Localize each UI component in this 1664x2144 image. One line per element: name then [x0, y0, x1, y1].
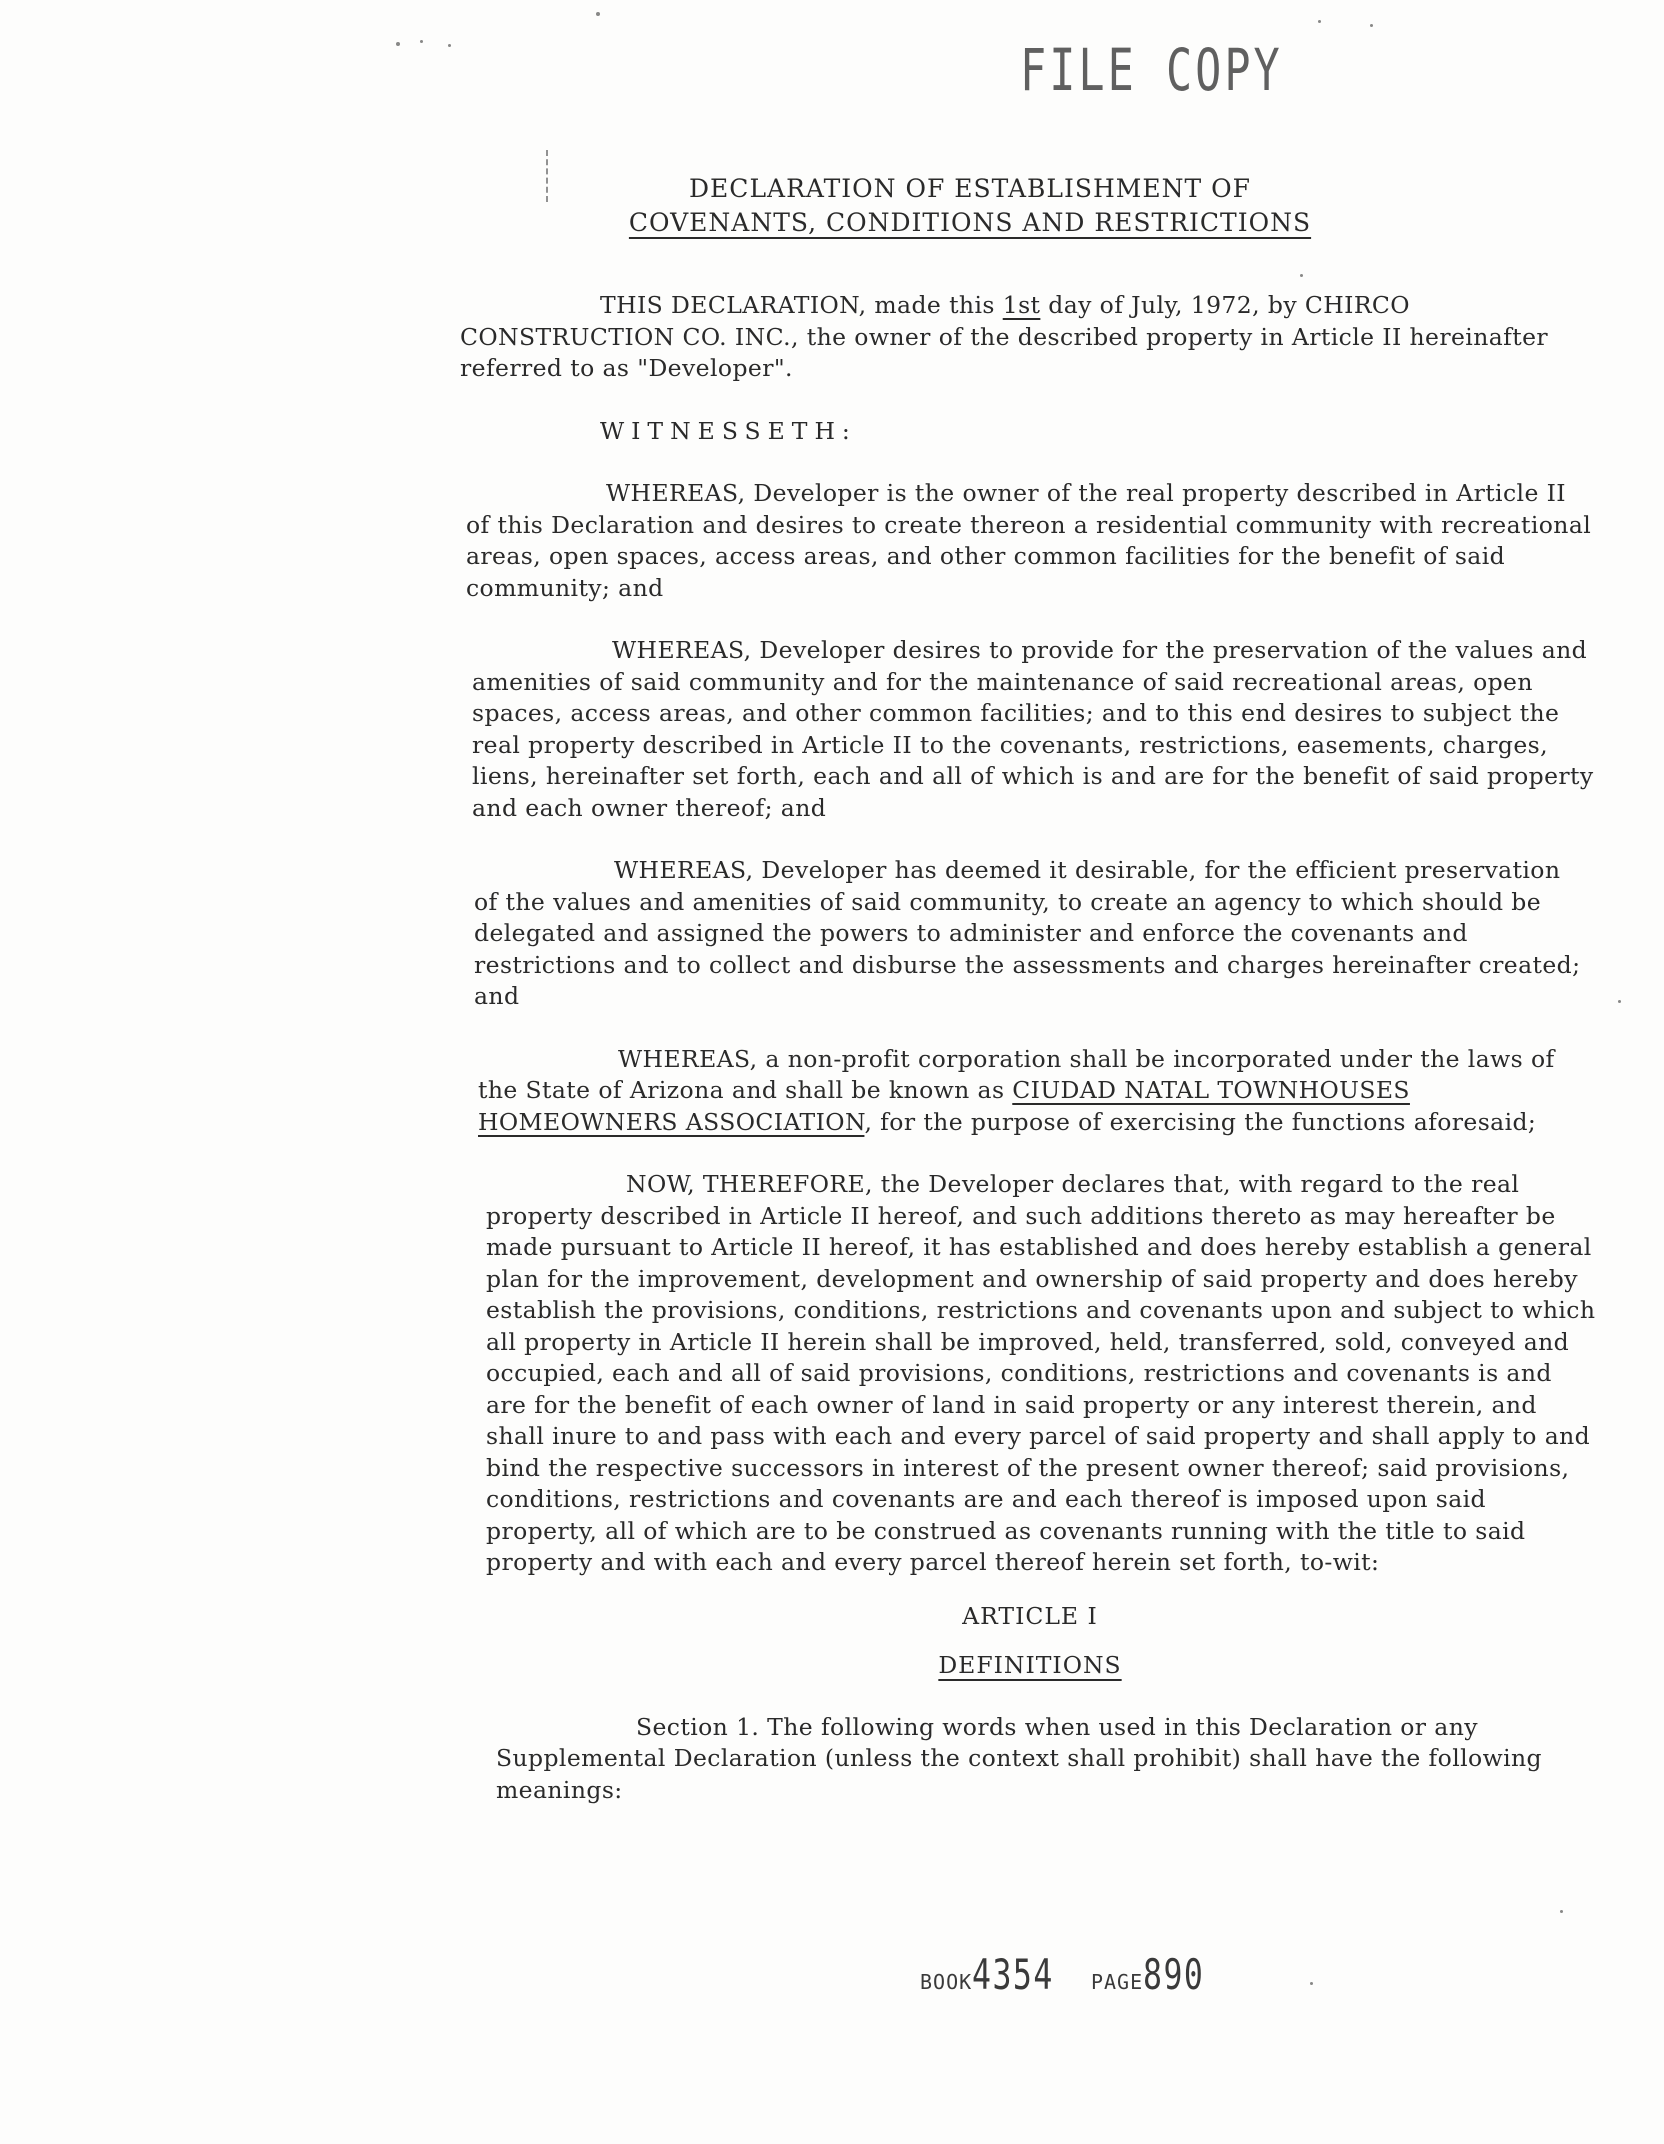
page-number: 890 — [1143, 1950, 1205, 1999]
whereas-paragraph-4 — [478, 1044, 1580, 1139]
whereas-paragraph-3: WHEREAS, Developer has deemed it desirable, for the efficient preservation of the values and amenities of said community, to create an agency to which should be delegated and assigned the powers to administer and enforce the covenants and restrictions and to collect and disburse the assessments and charges hereinafter created; and — [474, 856, 1581, 1010]
title-line-2: COVENANTS, CONDITIONS AND RESTRICTIONS — [628, 208, 1312, 237]
scan-speck — [1370, 24, 1373, 27]
margin-mark — [546, 150, 550, 202]
scan-speck — [448, 44, 451, 47]
file-copy-stamp: FILE COPY — [1020, 36, 1283, 104]
whereas-paragraph-2: WHEREAS, Developer desires to provide for the preservation of the values and amenities of said community and for the maintenance of said recreational areas, open spaces, access areas, and other common facilities; and to this end desires to subject the real property described in Article II to the covenants, restrictions, easements, charges, liens, hereinafter set forth, each and all of which is and are for the benefit of said property and each owner thereof; and — [472, 636, 1594, 822]
page-label: PAGE — [1090, 1970, 1144, 1994]
document-body — [460, 290, 1600, 1837]
scan-speck — [1318, 20, 1321, 23]
intro-day-blank: 1st — [1002, 291, 1041, 319]
section-1-paragraph: Section 1. The following words when used in this Declaration or any Supplemental Declaration (unless the context shall prohibit) shall have the following meanings: — [496, 1712, 1542, 1804]
scan-speck — [1300, 274, 1303, 277]
whereas-paragraph-1: WHEREAS, Developer is the owner of the real property described in Article II of this Declaration and desires to create thereon a residential community with recreational areas, open spaces, access areas, and other common facilities for the benefit of said community; and — [466, 479, 1592, 602]
scan-speck — [420, 40, 423, 43]
scan-speck — [1310, 1982, 1313, 1985]
scan-speck — [1618, 1000, 1621, 1003]
book-number: 4354 — [972, 1950, 1055, 1999]
definitions-heading: DEFINITIONS — [938, 1651, 1122, 1679]
scan-speck — [596, 12, 600, 16]
document-title — [560, 172, 1380, 240]
intro-paragraph — [460, 290, 1600, 385]
intro-text-end: day of July, 1972, by CHIRCO CONSTRUCTION CO. INC., the owner of the described property in Article II hereinafter referred to as "Developer". — [460, 291, 1549, 382]
whereas-4-end: , for the purpose of exercising the functions aforesaid; — [864, 1107, 1537, 1136]
title-line-1: DECLARATION OF ESTABLISHMENT OF — [689, 174, 1251, 203]
scan-speck — [1560, 1910, 1563, 1913]
intro-text-start: THIS DECLARATION, made this — [600, 291, 1003, 319]
book-page-stamp — [920, 1950, 1225, 1999]
now-therefore-paragraph: NOW, THEREFORE, the Developer declares that, with regard to the real property described in Article II hereof, and such additions thereto as may hereafter be made pursuant to Article II hereof, it has established and does hereby establish a general plan for the improvement, development and ownership of said property and does hereby establish the provisions, conditions, restrictions and covenants upon and subject to which all property in Article II herein shall be improved, held, transferred, sold, conveyed and occupied, each and all of said provisions, conditions, restrictions and covenants is and are for the benefit of each owner of land in said property or any interest therein, and shall inure to and pass with each and every parcel of said property and shall apply to and bind the respective successors in interest of the present owner thereof; said provisions, conditions, restrictions and covenants are and each thereof is imposed upon said property, all of which are to be construed as covenants running with the title to said property and with each and every parcel thereof herein set forth, to-wit: — [486, 1170, 1596, 1576]
article-heading: ARTICLE I — [962, 1601, 1098, 1630]
witnesseth-heading: WITNESSETH: — [600, 416, 857, 445]
whereas-4-start: WHEREAS, a non-profit corporation shall be incorporated under the laws of the State of Arizona and shall be known as — [478, 1044, 1555, 1104]
book-label: BOOK — [920, 1970, 973, 1994]
association-name: CIUDAD NATAL TOWNHOUSES HOMEOWNERS ASSOCIATION — [478, 1076, 1410, 1136]
scan-speck — [396, 42, 400, 46]
